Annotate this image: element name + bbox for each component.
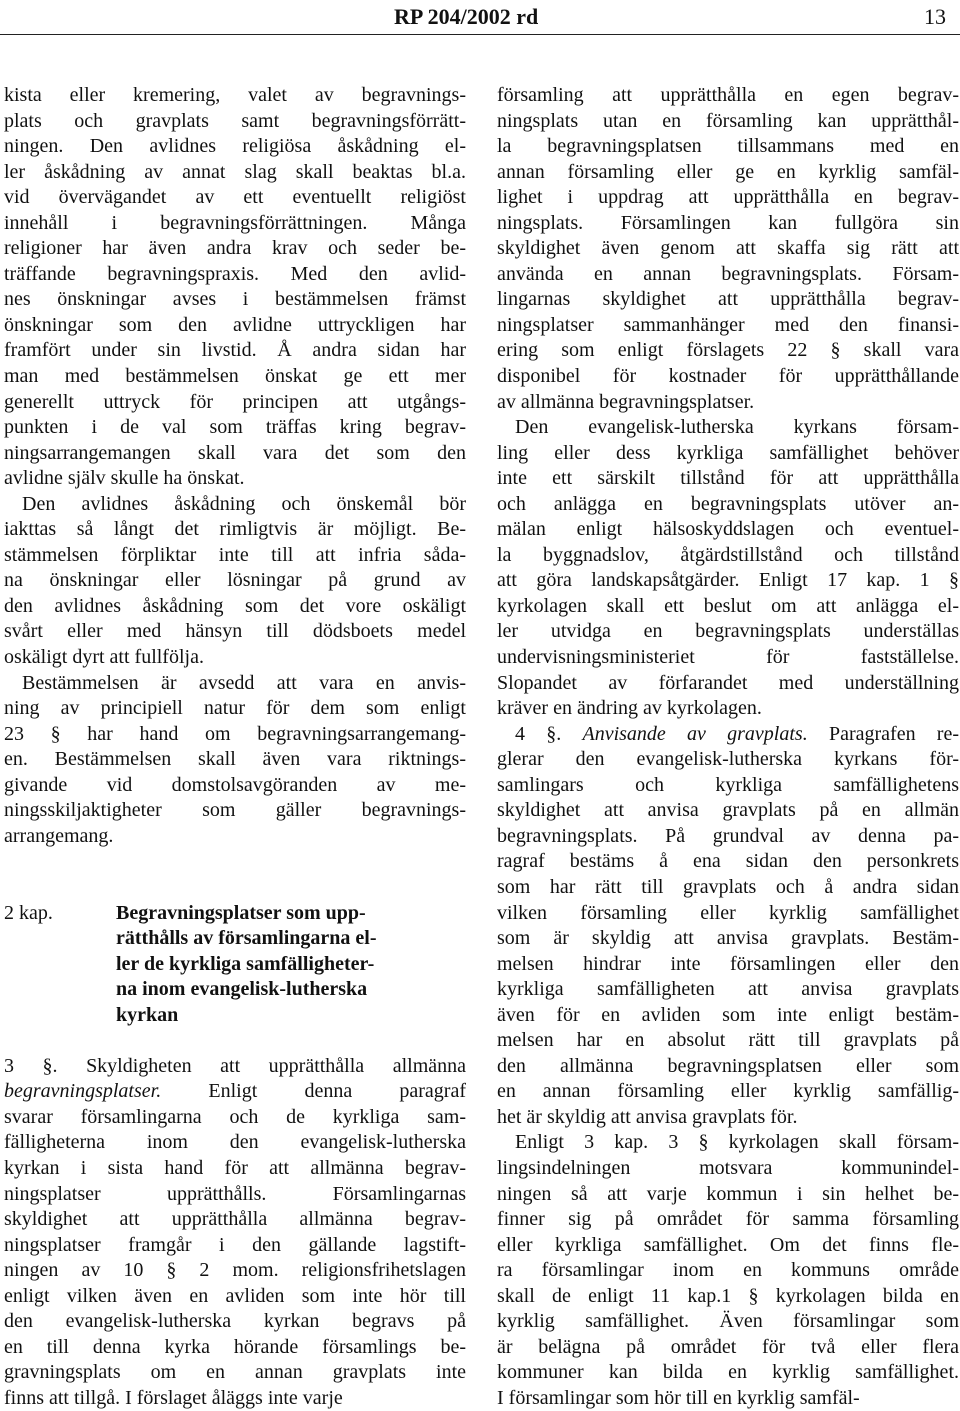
header-rule (0, 34, 960, 35)
text-line: na inom evangelisk-lutherska (116, 978, 368, 1001)
text-line: svårt eller med hänsyn till dödsboets medel (4, 620, 466, 643)
text-line: av allmänna begravningsplatser. (497, 390, 755, 413)
text-line: arrangemang. (4, 824, 114, 847)
text-line: ler åskådning av annat slag skall beaktas bl.a. (4, 160, 466, 183)
text-line: församling att upprätthålla en egen begrav- (497, 84, 959, 106)
paragraph (497, 415, 959, 722)
text-line: ningsplats utan en församling kan upprätthål- (497, 109, 959, 132)
text-line: Den avlidnes åskådning och önskemål bör (22, 492, 466, 515)
paragraph (4, 492, 466, 671)
text-line: Den evangelisk-lutherska kyrkans försam- (515, 416, 959, 439)
text-line: skyldighet även genom att skaffa sig rätt att (497, 237, 959, 260)
text-line: den avlidnes åskådning som det vore oskäligt (4, 594, 466, 617)
text-line: nes önskningar avses i bestämmelsen främst (4, 288, 466, 311)
text-line: ningsplatser framgår i den gällande lagstift- (4, 1233, 466, 1256)
text-line: ering som enligt förslagets 22 § skall vara (497, 339, 959, 362)
text-line: melsen har en absolut rätt till gravplats på (497, 1029, 959, 1052)
text-line: Bestämmelsen är avsedd att vara en anvis- (22, 671, 466, 694)
text-line: ningsplatser upprätthålls. Församlingarnas (4, 1182, 466, 1205)
page-number: 13 (924, 4, 946, 29)
text-line: 3 §. Skyldigheten att upprätthålla allmänna (4, 1054, 466, 1077)
text-line: het är skyldig att anvisa gravplats för. (497, 1105, 798, 1128)
text-line: ningsplats. Församlingen kan fullgöra sin (497, 211, 959, 234)
text-line: rätthålls av församlingarna el- (116, 927, 377, 950)
text-line: ning av principiell natur för dem som enligt (4, 697, 466, 720)
text-line: samlingars och kyrkliga samfällighetens (497, 773, 959, 796)
text-line: kyrkolagen skall ett beslut om att anlägga el- (497, 594, 959, 617)
text-line: skall de enligt 11 kap.1 § kyrkolagen bilda en (497, 1284, 959, 1307)
text-line: man med bestämmelsen önskat ge ett mer (4, 365, 466, 388)
text-line: ningsskiljaktigheter som gäller begravnings- (4, 799, 466, 822)
text-line: gravningsplats om en annan gravplats inte (4, 1361, 466, 1384)
text-line: finner sig på området för samma församling (497, 1208, 959, 1231)
text-line: stämmelsen förpliktar inte till att infria såda- (4, 543, 466, 566)
text-line: den allmänna begravningsplatsen eller som (497, 1054, 959, 1077)
text-line: enligt vilken även en avliden som inte hör till (4, 1284, 466, 1307)
text-line: skyldighet att anvisa gravplats på en allmän (497, 799, 959, 822)
text-line: en till denna kyrka hörande församlings be- (4, 1335, 466, 1358)
text-line: är belägna på området för två eller flera (497, 1335, 959, 1358)
text-line: kräver en ändring av kyrkolagen. (497, 697, 762, 720)
text-line: lighet i uppdrag att upprätthålla en begrav- (497, 186, 959, 209)
text-line: Slopandet av förfarandet med underställning (497, 671, 959, 694)
text-line: en. Bestämmelsen skall även vara riktnings- (4, 748, 466, 771)
text-line: givande vid domstolsavgöranden av me- (4, 773, 466, 796)
text-line: lingarnas skyldighet att upprätthålla begrav- (497, 288, 959, 311)
paragraph (497, 722, 959, 1131)
text-line: oskäligt dyrt att fullfölja. (4, 646, 204, 669)
text-line: en annan församling eller kyrklig samfällig- (497, 1080, 959, 1103)
spacer (4, 1028, 466, 1054)
text-line: la begravningsplatsen tillsammans med en (497, 135, 959, 158)
text-line: lingsindelningen motsvara kommunindel- (497, 1156, 959, 1179)
text-line: ling eller dess kyrkliga samfällighet behöver (497, 441, 959, 464)
chapter-title (116, 901, 446, 1029)
text-line: ningen så att varje kommun i sin helhet be- (497, 1182, 959, 1205)
text-line: att göra landskapsåtgärder. Enligt 17 kap. 1 § (497, 569, 959, 592)
text-line: använda en annan begravningsplats. Försam- (497, 262, 959, 285)
text-line: träffande begravningspraxis. Med den avlid- (4, 262, 466, 285)
text-line: fälligheterna inom den evangelisk-lutherska (4, 1131, 466, 1154)
text-line: begravningsplatser. Enligt denna paragraf (4, 1080, 466, 1103)
text-line: iakttas så långt det rimligtvis är möjligt. Be- (4, 518, 466, 541)
text-line: finns att tillgå. I förslaget åläggs inte varje (4, 1386, 343, 1409)
text-line: ningsplatser sammanhänger med den finansi- (497, 313, 959, 336)
chapter-number: 2 kap. (4, 901, 53, 924)
text-line: svarar församlingarna och de kyrkliga sam- (4, 1105, 466, 1128)
text-line: na önskningar eller lösningar på grund av (4, 569, 466, 592)
text-line: Begravningsplatser som upp- (116, 901, 366, 924)
text-line: undervisningsministeriet för fastställelse. (497, 646, 959, 669)
paragraph (497, 1130, 959, 1411)
paragraph (4, 83, 466, 492)
text-line: som är skyldig att anvisa gravplats. Bestäm- (497, 927, 959, 950)
text-line: plats och gravplats samt begravningsförrätt- (4, 109, 466, 132)
spacer (4, 875, 466, 901)
text-line: 23 § har hand om begravningsarrangemang- (4, 722, 466, 745)
text-line: religioner har även andra krav och seder be- (4, 237, 466, 260)
text-line: kista eller kremering, valet av begravnings- (4, 84, 466, 106)
text-line: ningen. Den avlidnes religiösa åskådning el- (4, 135, 466, 158)
text-line: punkten i de val som träffas kring begrav- (4, 416, 466, 439)
text-line: framfört under sin livstid. Å andra sidan har (4, 339, 466, 362)
text-line: la byggnadslov, åtgärdstillstånd och tillstånd (497, 543, 959, 566)
text-line: kyrkan i sista hand för att allmänna begrav- (4, 1156, 466, 1179)
text-line: den evangelisk-lutherska kyrkan begravs på (4, 1310, 466, 1333)
running-head: RP 204/2002 rd (394, 4, 539, 29)
text-line: mälan enligt hälsoskyddslagen och eventuel- (497, 518, 959, 541)
right-column (497, 83, 959, 1411)
text-line: kommuner kan bilda en kyrklig samfällighet. (497, 1361, 959, 1384)
text-line: annan församling eller ge en kyrklig samfäl- (497, 160, 959, 183)
text-line: skyldighet att upprätthålla allmänna begrav- (4, 1208, 466, 1231)
text-line: som har rätt till gravplats och å andra sidan (497, 875, 959, 898)
text-line: ningsarrangemangen skall vara det som den (4, 441, 466, 464)
text-line: ra församlingar inom en kommuns område (497, 1259, 959, 1282)
left-column (4, 83, 466, 1411)
text-line: avlidne själv skulle ha önskat. (4, 467, 245, 490)
text-line: vilken församling eller kyrklig samfällighet (497, 901, 959, 924)
text-line: eller kyrkliga samfällighet. Om det finns fle- (497, 1233, 959, 1256)
paragraph (497, 83, 959, 415)
text-line: kyrkan (116, 1003, 179, 1026)
text-line: även för en avliden som inte enligt bestäm- (497, 1003, 959, 1026)
text-line: I församlingar som hör till en kyrklig samfäl- (497, 1386, 860, 1409)
text-line: vid övervägandet av ett eventuellt religiöst (4, 186, 466, 209)
text-line: ragraf bestäms å ena sidan den personkrets (497, 850, 959, 873)
text-line: innehåll i begravningsförrättningen. Många (4, 211, 466, 234)
text-line: kyrkliga samfälligheten att anvisa gravplats (497, 978, 959, 1001)
text-line: Enligt 3 kap. 3 § kyrkolagen skall försam- (515, 1131, 959, 1154)
chapter-heading (4, 901, 466, 1029)
text-line: generellt uttryck för principen att utgångs- (4, 390, 466, 413)
text-line: 4 §. Anvisande av gravplats. Paragrafen re- (515, 722, 959, 745)
paragraph (4, 671, 466, 850)
page-header (0, 0, 960, 36)
text-line: ler de kyrkliga samfälligheter- (116, 952, 375, 975)
paragraph (4, 1054, 466, 1411)
text-line: kyrklig samfällighet. Även församlingar som (497, 1310, 959, 1333)
text-line: inte ett särskilt tillstånd för att upprätthålla (497, 467, 959, 490)
text-line: disponibel för kostnader för upprätthållande (497, 365, 959, 388)
text-line: ningen av 10 § 2 mom. religionsfrihetslagen (4, 1259, 466, 1282)
text-line: och anlägga en begravningsplats utöver an- (497, 492, 959, 515)
text-line: glerar den evangelisk-lutherska kyrkans för- (497, 748, 959, 771)
text-line: ler utvidga en begravningsplats underställas (497, 620, 959, 643)
spacer (4, 849, 466, 875)
text-line: önskningar som den avlidne uttryckligen har (4, 313, 466, 336)
text-line: begravningsplats. På grundval av denna pa- (497, 824, 959, 847)
text-line: melsen hindrar inte församlingen eller den (497, 952, 959, 975)
